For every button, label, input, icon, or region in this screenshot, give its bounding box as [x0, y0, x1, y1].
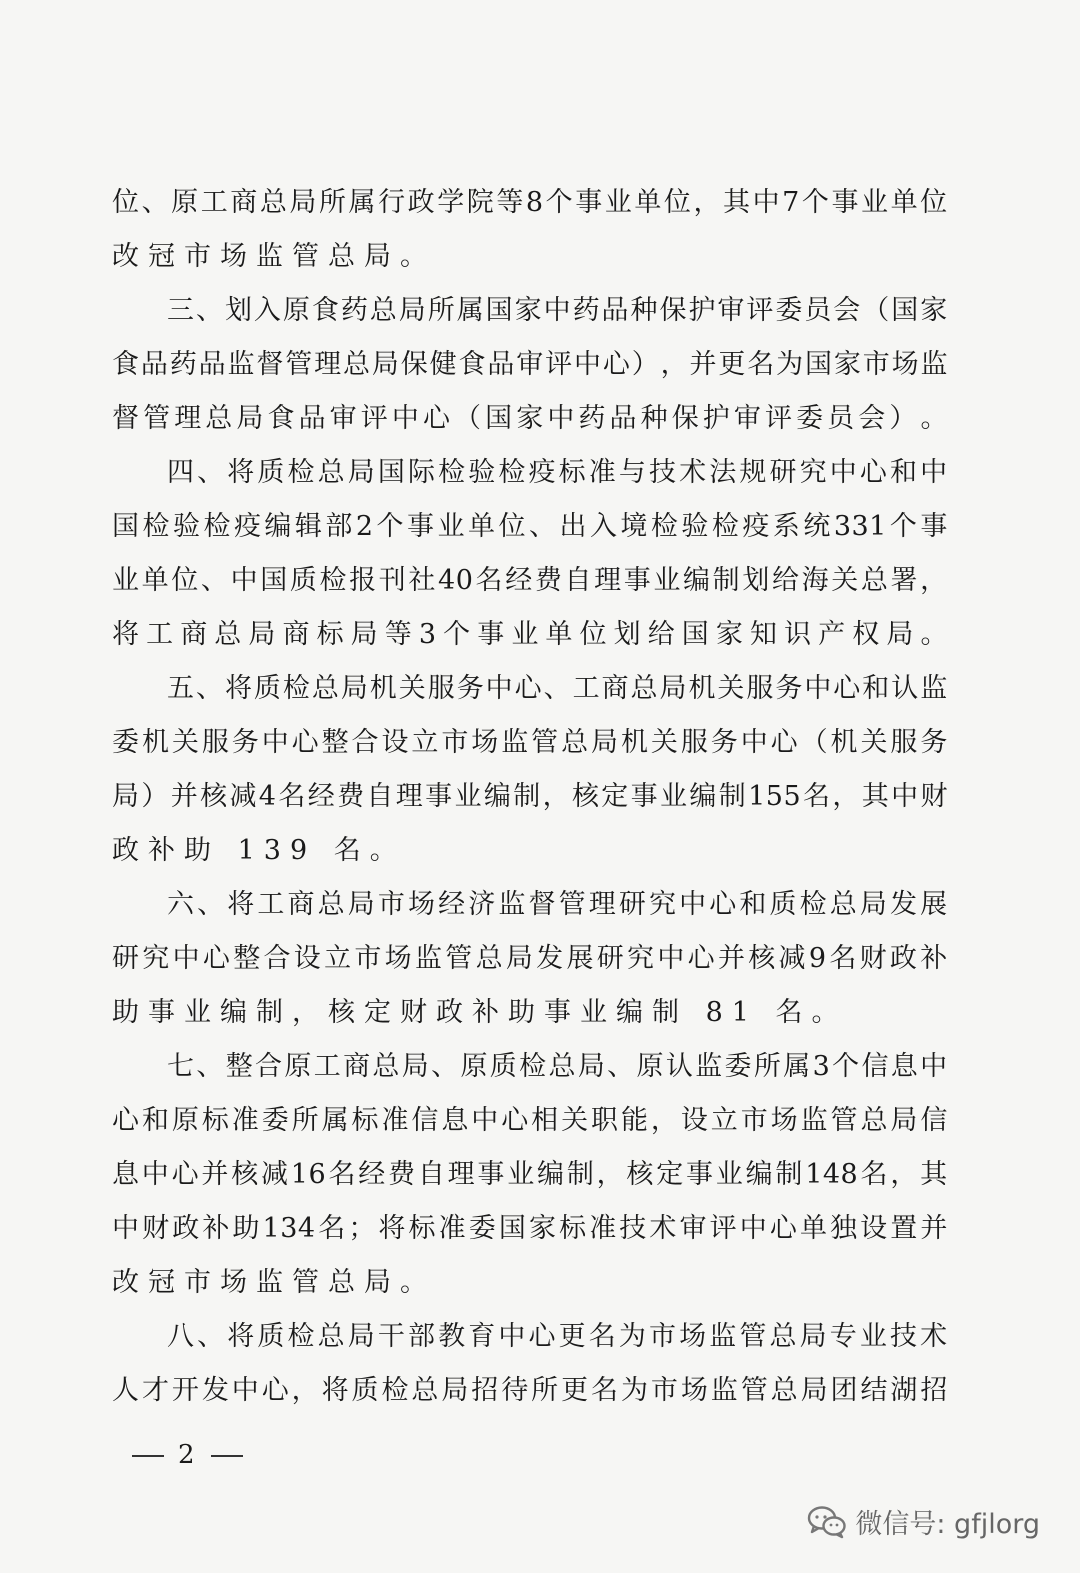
text-line: 食 品 药 品 监 督 管 理 总 局 保 健 食 品 审 评 中 心 ） ， 并 更 名 为 国 家 市 场 监	[112, 349, 948, 380]
text-line: 业 单 位 、 中 国 质 检 报 刊 社 40 名 经 费 自 理 事 业 编 制 划 给 海 关 总 署 ，	[112, 565, 948, 596]
text-line: 局 ） 并 核 减 4 名 经 费 自 理 事 业 编 制 ， 核 定 事 业 编 制 155 名 ， 其 中 财	[112, 781, 948, 812]
footer-dash-left	[132, 1455, 164, 1457]
text-line: 三 、 划 入 原 食 药 总 局 所 属 国 家 中 药 品 种 保 护 审 评 委 员 会 （ 国 家	[167, 295, 948, 326]
text-line: 五 、 将 质 检 总 局 机 关 服 务 中 心 、 工 商 总 局 机 关 服 务 中 心 和 认 监	[167, 673, 948, 704]
text-line: 七 、 整 合 原 工 商 总 局 、 原 质 检 总 局 、 原 认 监 委 所 属 3 个 信 息 中	[167, 1051, 948, 1082]
text-line: 位 、 原 工 商 总 局 所 属 行 政 学 院 等 8 个 事 业 单 位 ， 其 中 7 个 事 业 单 位	[112, 187, 948, 218]
text-line: 将 工 商 总 局 商 标 局 等 3 个 事 业 单 位 划 给 国 家 知 识 产 权 局 。	[112, 619, 948, 650]
wechat-icon	[807, 1505, 847, 1539]
text-line: 心 和 原 标 准 委 所 属 标 准 信 息 中 心 相 关 职 能 ， 设 立 市 场 监 管 总 局 信	[112, 1105, 948, 1136]
text-line: 国 检 验 检 疫 编 辑 部 2 个 事 业 单 位 、 出 入 境 检 验 检 疫 系 统 331 个 事	[112, 511, 948, 542]
footer-dash-right	[211, 1455, 243, 1457]
text-line: 改冠市场监管总局。	[112, 241, 436, 272]
watermark-text: 微信号: gfjlorg	[855, 1509, 1040, 1540]
text-line: 政补助 139 名。	[112, 835, 406, 866]
text-line: 八 、 将 质 检 总 局 干 部 教 育 中 心 更 名 为 市 场 监 管 总 局 专 业 技 术	[167, 1321, 948, 1352]
wechat-watermark	[807, 1502, 1040, 1541]
text-line: 中 财 政 补 助 134 名 ； 将 标 准 委 国 家 标 准 技 术 审 评 中 心 单 独 设 置 并	[112, 1213, 948, 1244]
text-line: 委 机 关 服 务 中 心 整 合 设 立 市 场 监 管 总 局 机 关 服 务 中 心 （ 机 关 服 务	[112, 727, 948, 758]
text-line: 人 才 开 发 中 心 ， 将 质 检 总 局 招 待 所 更 名 为 市 场 监 管 总 局 团 结 湖 招	[112, 1375, 948, 1406]
document-body	[112, 176, 948, 1418]
text-line: 六 、 将 工 商 总 局 市 场 经 济 监 督 管 理 研 究 中 心 和 质 检 总 局 发 展	[167, 889, 948, 920]
text-line: 督 管 理 总 局 食 品 审 评 中 心 （ 国 家 中 药 品 种 保 护 审 评 委 员 会 ） 。	[112, 403, 948, 434]
page-number: 2	[178, 1440, 197, 1470]
text-line: 改冠市场监管总局。	[112, 1267, 436, 1298]
text-line: 研 究 中 心 整 合 设 立 市 场 监 管 总 局 发 展 研 究 中 心 并 核 减 9 名 财 政 补	[112, 943, 948, 974]
text-line: 四 、 将 质 检 总 局 国 际 检 验 检 疫 标 准 与 技 术 法 规 研 究 中 心 和 中	[167, 457, 948, 488]
page-footer	[118, 1440, 257, 1470]
text-line: 助事业编制，核定财政补助事业编制 81 名。	[112, 997, 848, 1028]
text-line: 息 中 心 并 核 减 16 名 经 费 自 理 事 业 编 制 ， 核 定 事 业 编 制 148 名 ， 其	[112, 1159, 948, 1190]
